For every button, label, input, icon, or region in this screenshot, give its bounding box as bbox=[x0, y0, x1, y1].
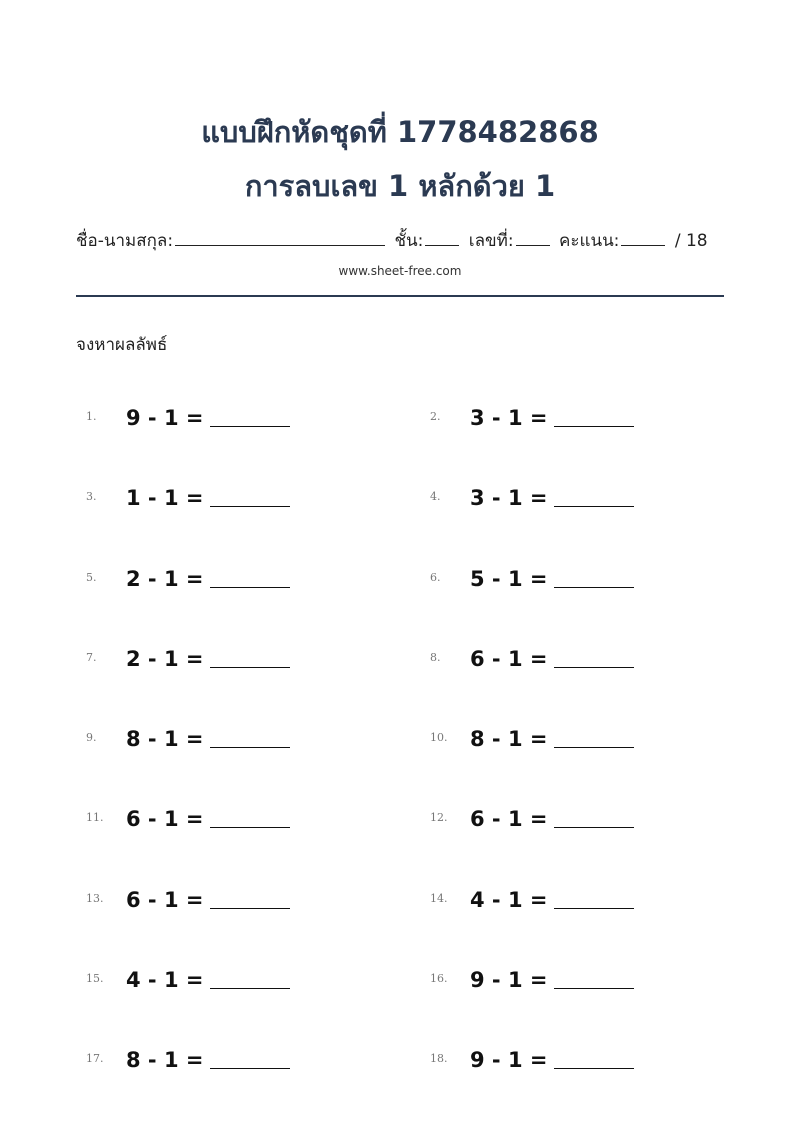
answer-blank[interactable] bbox=[554, 908, 634, 909]
problem-item bbox=[430, 727, 730, 761]
problem-item bbox=[86, 1048, 386, 1082]
problem-item bbox=[86, 646, 386, 681]
problem-expression: 4 - 1 = bbox=[470, 887, 548, 912]
problem-item bbox=[86, 406, 386, 440]
problem-expression: 9 - 1 = bbox=[470, 1048, 548, 1072]
problem-item bbox=[430, 566, 730, 601]
score-field[interactable] bbox=[621, 230, 665, 246]
worksheet-title: แบบฝึกหัดชุดที่ 1778482868 bbox=[201, 115, 599, 149]
problem-number: 11. bbox=[86, 811, 104, 825]
answer-blank[interactable] bbox=[554, 747, 634, 748]
answer-blank[interactable] bbox=[554, 587, 634, 588]
answer-blank[interactable] bbox=[554, 667, 634, 668]
problem-number: 7. bbox=[86, 650, 97, 664]
problem-number: 12. bbox=[430, 811, 448, 825]
name-field[interactable] bbox=[175, 230, 385, 246]
answer-blank[interactable] bbox=[210, 426, 290, 427]
website-credit: www.sheet-free.com bbox=[338, 264, 462, 278]
score-total: / 18 bbox=[674, 231, 708, 251]
instruction-text: จงหาผลลัพธ์ bbox=[76, 335, 168, 355]
problem-expression: 8 - 1 = bbox=[126, 727, 204, 751]
student-number-field[interactable] bbox=[516, 230, 550, 246]
problem-number: 13. bbox=[86, 891, 104, 905]
problem-item bbox=[86, 566, 386, 601]
problem-item bbox=[430, 646, 730, 681]
problem-item bbox=[430, 406, 730, 440]
answer-blank[interactable] bbox=[554, 988, 634, 989]
answer-blank[interactable] bbox=[554, 827, 634, 828]
problem-expression: 9 - 1 = bbox=[470, 967, 548, 992]
problem-expression: 6 - 1 = bbox=[126, 887, 204, 912]
answer-blank[interactable] bbox=[210, 506, 290, 507]
problem-expression: 8 - 1 = bbox=[126, 1048, 204, 1072]
answer-blank[interactable] bbox=[554, 426, 634, 427]
problem-expression: 2 - 1 = bbox=[126, 646, 204, 671]
name-label: ชื่อ-นามสกุล: bbox=[76, 231, 174, 251]
problem-item bbox=[430, 807, 730, 841]
problem-number: 6. bbox=[430, 570, 441, 584]
problem-number: 4. bbox=[430, 490, 441, 504]
problem-item bbox=[86, 967, 386, 1002]
problem-expression: 6 - 1 = bbox=[470, 646, 548, 671]
problem-number: 1. bbox=[86, 410, 97, 423]
problem-item bbox=[86, 807, 386, 841]
problem-expression: 9 - 1 = bbox=[126, 406, 204, 430]
problem-number: 14. bbox=[430, 891, 448, 905]
problem-item bbox=[430, 1048, 730, 1082]
problem-expression: 3 - 1 = bbox=[470, 406, 548, 430]
problem-number: 17. bbox=[86, 1052, 104, 1065]
problem-item bbox=[430, 887, 730, 922]
problem-expression: 6 - 1 = bbox=[126, 807, 204, 832]
answer-blank[interactable] bbox=[210, 988, 290, 989]
problem-number: 8. bbox=[430, 650, 441, 664]
number-label: เลขที่: bbox=[468, 231, 514, 251]
problem-expression: 2 - 1 = bbox=[126, 566, 204, 591]
problem-expression: 4 - 1 = bbox=[126, 967, 204, 992]
answer-blank[interactable] bbox=[210, 667, 290, 668]
problem-number: 16. bbox=[430, 971, 448, 985]
problem-expression: 8 - 1 = bbox=[470, 727, 548, 751]
header-divider bbox=[76, 295, 724, 297]
answer-blank[interactable] bbox=[210, 747, 290, 748]
problem-number: 15. bbox=[86, 971, 104, 985]
problem-expression: 1 - 1 = bbox=[126, 486, 204, 511]
answer-blank[interactable] bbox=[210, 587, 290, 588]
grade-label: ชั้น: bbox=[394, 231, 424, 251]
answer-blank[interactable] bbox=[210, 1068, 290, 1069]
worksheet-subtitle: การลบเลข 1 หลักด้วย 1 bbox=[244, 169, 556, 203]
problem-number: 10. bbox=[430, 731, 448, 744]
problem-number: 18. bbox=[430, 1052, 448, 1065]
problem-item bbox=[86, 486, 386, 520]
grade-field[interactable] bbox=[425, 230, 459, 246]
score-label: คะแนน: bbox=[558, 231, 620, 251]
student-info-line bbox=[76, 229, 726, 253]
answer-blank[interactable] bbox=[554, 506, 634, 507]
problem-item bbox=[430, 486, 730, 520]
problem-item bbox=[86, 727, 386, 761]
problem-item bbox=[86, 887, 386, 922]
problem-number: 3. bbox=[86, 490, 97, 504]
problem-number: 2. bbox=[430, 410, 441, 423]
answer-blank[interactable] bbox=[210, 827, 290, 828]
problem-expression: 5 - 1 = bbox=[470, 566, 548, 591]
answer-blank[interactable] bbox=[210, 908, 290, 909]
answer-blank[interactable] bbox=[554, 1068, 634, 1069]
problem-item bbox=[430, 967, 730, 1002]
problem-expression: 6 - 1 = bbox=[470, 807, 548, 832]
problem-expression: 3 - 1 = bbox=[470, 486, 548, 511]
problem-number: 5. bbox=[86, 570, 97, 584]
problem-number: 9. bbox=[86, 731, 97, 744]
